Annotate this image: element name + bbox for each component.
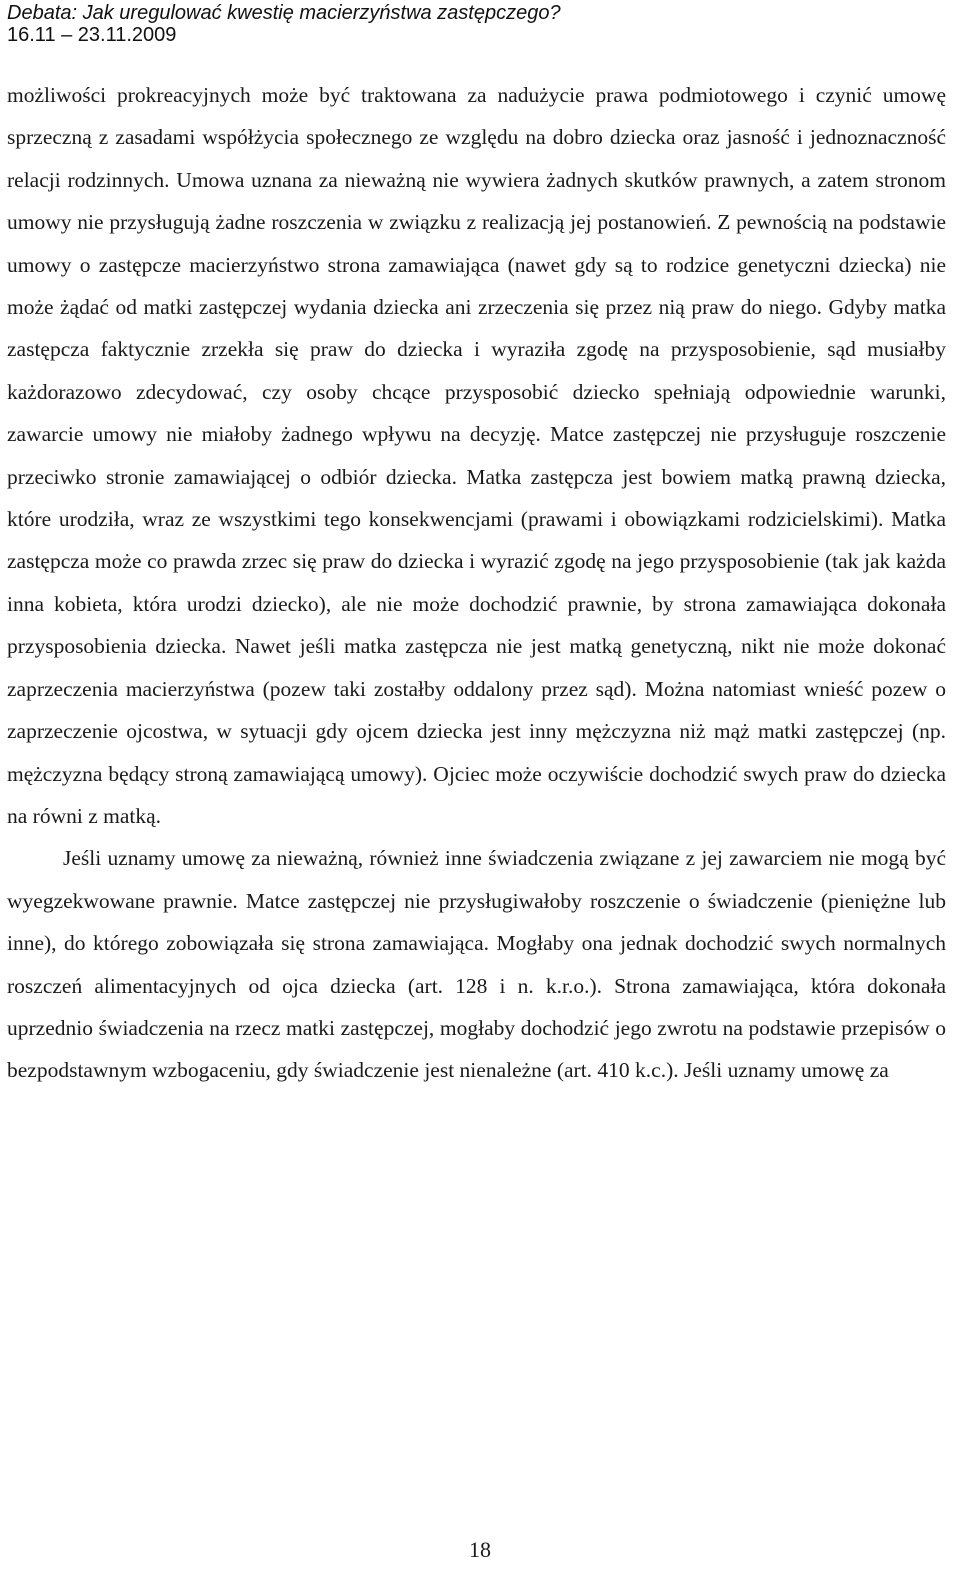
paragraph-2: Jeśli uznamy umowę za nieważną, również inne świadczenia związane z jej zawarciem nie mogą być wyegzekwowane prawnie. Matce zastępczej nie przysługiwałoby roszczenie o świadczenie (pieniężne lub inne), do którego zobowiązała się strona zamawiająca. Mogłaby ona jednak dochodzić swych normalnych roszczeń alimentacyjnych od ojca dziecka (art. 128 i n. k.r.o.). Strona zamawiająca, która dokonała uprzednio świadczenia na rzecz matki zastępczej, mogłaby dochodzić jego zwrotu na podstawie przepisów o bezpodstawnym wzbogaceniu, gdy świadczenie jest nienależne (art. 410 k.c.). Jeśli uznamy umowę za	[7, 846, 946, 1083]
header-title: Debata: Jak uregulować kwestię macierzyństwa zastępczego?	[7, 2, 561, 24]
header-dates: 16.11 – 23.11.2009	[7, 24, 177, 46]
page-number: 18	[469, 1537, 491, 1562]
body-text	[7, 74, 946, 1092]
paragraph-1: możliwości prokreacyjnych może być traktowana za nadużycie prawa podmiotowego i czynić umowę sprzeczną z zasadami współżycia społecznego ze względu na dobro dziecka oraz jasność i jednoznaczność relacji rodzinnych. Umowa uznana za nieważną nie wywiera żadnych skutków prawnych, a zatem stronom umowy nie przysługują żadne roszczenia w związku z realizacją jej postanowień. Z pewnością na podstawie umowy o zastępcze macierzyństwo strona zamawiająca (nawet gdy są to rodzice genetyczni dziecka) nie może żądać od matki zastępczej wydania dziecka ani zrzeczenia się przez nią praw do niego. Gdyby matka zastępcza faktycznie zrzekła się praw do dziecka i wyraziła zgodę na przysposobienie, sąd musiałby każdorazowo zdecydować, czy osoby chcące przysposobić dziecko spełniają odpowiednie warunki, zawarcie umowy nie miałoby żadnego wpływu na decyzję. Matce zastępczej nie przysługuje roszczenie przeciwko stronie zamawiającej o odbiór dziecka. Matka zastępcza jest bowiem matką prawną dziecka, które urodziła, wraz ze wszystkimi tego konsekwencjami (prawami i obowiązkami rodzicielskimi). Matka zastępcza może co prawda zrzec się praw do dziecka i wyrazić zgodę na jego przysposobienie (tak jak każda inna kobieta, która urodzi dziecko), ale nie może dochodzić prawnie, by strona zamawiająca dokonała przysposobienia dziecka. Nawet jeśli matka zastępcza nie jest matką genetyczną, nikt nie może dokonać zaprzeczenia macierzyństwa (pozew taki zostałby oddalony przez sąd). Można natomiast wnieść pozew o zaprzeczenie ojcostwa, w sytuacji gdy ojcem dziecka jest inny mężczyzna niż mąż matki zastępczej (np. mężczyzna będący stroną zamawiającą umowy). Ojciec może oczywiście dochodzić swych praw do dziecka na równi z matką.	[7, 83, 946, 828]
running-header	[7, 0, 946, 46]
